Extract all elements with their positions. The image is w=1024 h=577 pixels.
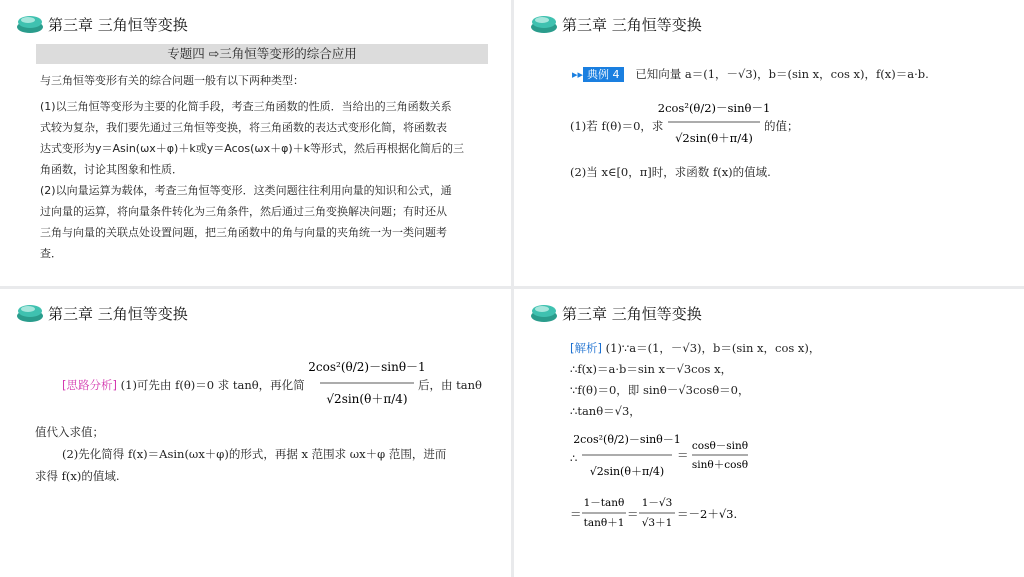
equals-sign: ＝ — [627, 507, 639, 521]
p1-line: 式较为复杂，我们要先通过三角恒等变换，将三角函数的表达式变形化简，将函数表 — [40, 121, 447, 134]
solution-label: [解析] — [570, 341, 602, 355]
line1-prefix: (1)可先由 f(θ)＝0 求 tanθ，再化简 — [120, 378, 305, 392]
paragraph-1 — [40, 96, 480, 180]
solution-line-2: ∴f(x)＝a·b＝sin x－√3cos x， — [570, 362, 733, 376]
analysis-fraction — [308, 351, 426, 417]
p1-line: (1)以三角恒等变形为主要的化简手段，考查三角函数的性质．当给出的三角函数关系 — [40, 100, 452, 113]
q1-fraction — [657, 94, 771, 158]
p2-line: 三角与向量的关联点处设置问题，把三角函数中的角与向量的夹角统一为一类问题考 — [40, 226, 447, 239]
analysis-line-1 — [62, 377, 305, 393]
chapter-logo-icon — [530, 11, 560, 35]
slide-4[interactable] — [514, 289, 1024, 577]
analysis-line-2: 值代入求值； — [35, 425, 104, 439]
analysis-line-3: (2)先化简得 f(x)＝Asin(ωx＋φ)的形式，再据 x 范围求 ωx＋φ 范围，进而 — [62, 447, 447, 461]
p2-line: 过向量的运算，将向量条件转化为三角条件，然后通过三角变换解决问题；有时还从 — [40, 205, 447, 218]
intro-text: 与三角恒等变形有关的综合问题一般有以下两种类型： — [40, 74, 304, 87]
slide-3[interactable] — [0, 289, 511, 577]
fraction-denominator: √2sin(θ＋π/4) — [589, 465, 665, 478]
solution-line-1 — [570, 340, 820, 356]
final-result: ＝－2＋√3. — [677, 507, 738, 521]
chapter-title: 第三章 三角恒等变换 — [562, 16, 702, 34]
fraction-numerator: 2cos²(θ/2)－sinθ－1 — [308, 360, 426, 374]
solution-line-4: ∴tanθ＝√3， — [570, 404, 641, 418]
solution-equation-1 — [573, 423, 750, 487]
chapter-logo-icon — [530, 300, 560, 324]
chapter-title: 第三章 三角恒等变换 — [562, 305, 702, 323]
q2-text: (2)当 x∈[0，π]时，求函数 f(x)的值域. — [570, 165, 771, 179]
analysis-label: [思路分析] — [62, 378, 117, 392]
solution-line-3: ∵f(θ)＝0，即 sinθ－√3cosθ＝0， — [570, 383, 750, 397]
chapter-logo-icon — [16, 11, 46, 35]
slide-1[interactable] — [0, 0, 511, 286]
rhs-denominator: sinθ＋cosθ — [691, 459, 749, 471]
rhs-numerator: cosθ－sinθ — [691, 440, 749, 452]
frac2-denominator: √3＋1 — [641, 517, 673, 529]
example-tag: 典例 4 — [583, 67, 624, 82]
fraction-denominator: √2sin(θ＋π/4) — [326, 392, 408, 406]
q1-prefix: (1)若 f(θ)＝0，求 — [570, 119, 664, 133]
solution-equation-2 — [566, 489, 786, 535]
p1-line: 达式变形为y＝Asin(ωx＋φ)＋k或y＝Acos(ωx＋φ)＋k等形式，然后再根据化简后的三 — [40, 142, 465, 155]
equals-sign: ＝ — [570, 507, 582, 521]
frac1-numerator: 1－tanθ — [583, 497, 625, 509]
topic-banner: 专题四 ⇨三角恒等变形的综合应用 — [36, 44, 488, 64]
double-arrow-icon: ▸▸ — [572, 68, 584, 81]
p2-line: (2)以向量运算为载体，考查三角恒等变形．这类问题往往利用向量的知识和公式，通 — [40, 184, 452, 197]
equals-sign: ＝ — [677, 448, 689, 462]
analysis-line-4: 求得 f(x)的值域. — [35, 469, 120, 483]
given-text: 已知向量 a＝(1，－√3)，b＝(sin x，cos x)，f(x)＝a·b. — [635, 67, 929, 81]
fraction-numerator: 2cos²(θ/2)－sinθ－1 — [573, 433, 681, 446]
chapter-logo-icon — [16, 300, 46, 324]
p1-line: 角函数，讨论其图象和性质． — [40, 163, 183, 176]
frac2-numerator: 1－√3 — [641, 497, 673, 509]
p2-line: 查． — [40, 247, 62, 260]
chapter-title: 第三章 三角恒等变换 — [48, 16, 188, 34]
fraction-denominator: √2sin(θ＋π/4) — [675, 131, 753, 145]
slide-2[interactable] — [514, 0, 1024, 286]
line1-text: (1)∵a＝(1，－√3)，b＝(sin x，cos x)， — [605, 341, 821, 355]
example-line — [572, 66, 929, 82]
fraction-numerator: 2cos²(θ/2)－sinθ－1 — [657, 101, 771, 115]
therefore-symbol: ∴ — [570, 451, 578, 465]
frac1-denominator: tanθ＋1 — [583, 517, 625, 529]
line1-suffix: 后，由 tanθ — [418, 378, 482, 392]
paragraph-2 — [40, 180, 480, 264]
chapter-title: 第三章 三角恒等变换 — [48, 305, 188, 323]
q1-suffix: 的值； — [764, 119, 799, 133]
